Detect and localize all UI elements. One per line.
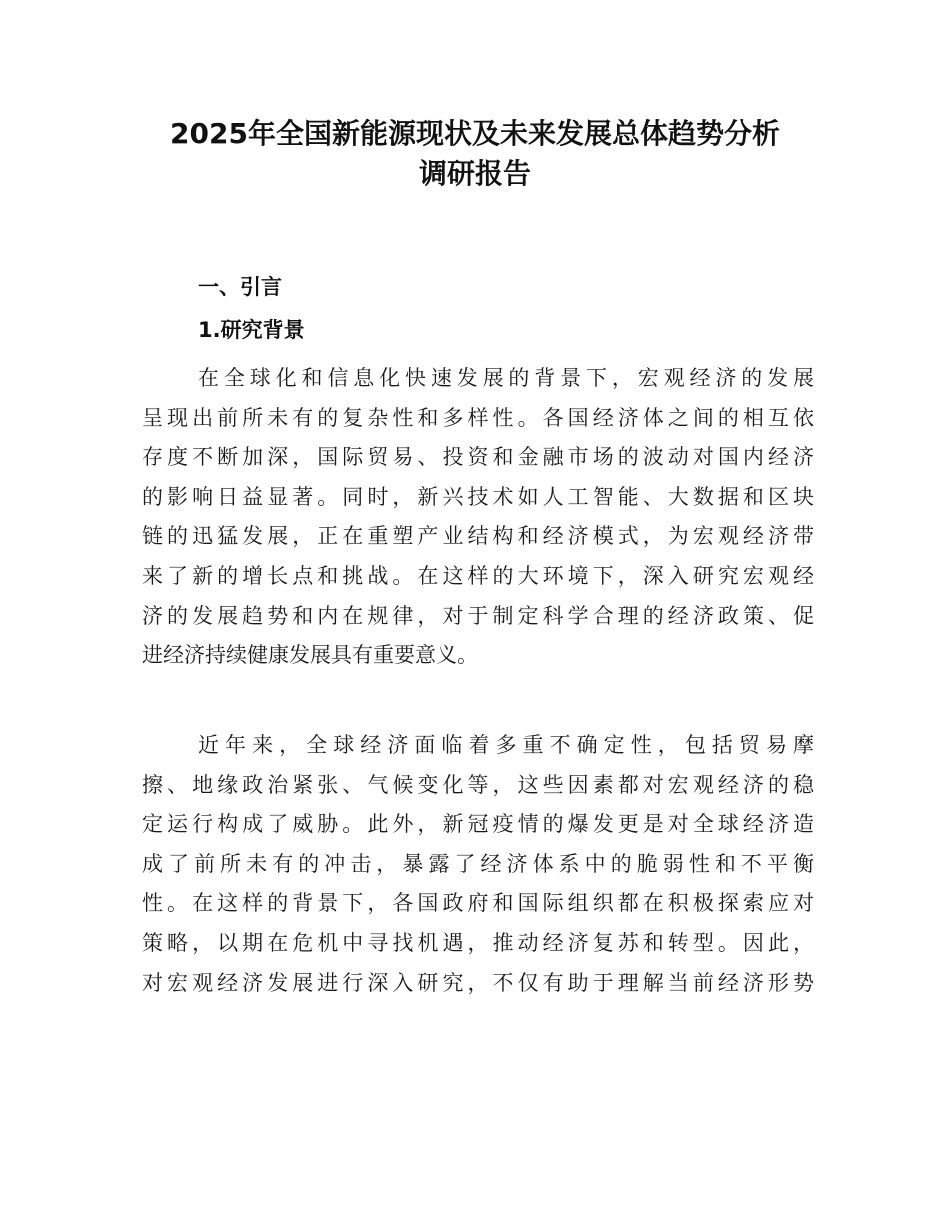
paragraph-line: 在全球化和信息化快速发展的背景下，宏观经济的发展 xyxy=(198,366,814,390)
body-paragraph-1 xyxy=(142,359,814,676)
paragraph-line: 策略，以期在危机中寻找机遇，推动经济复苏和转型。因此， xyxy=(142,930,814,955)
document-title-line-2: 调研报告 xyxy=(418,157,531,190)
body-paragraph-2 xyxy=(142,726,814,1003)
document-title-line-1: 2025年全国新能源现状及未来发展总体趋势分析 xyxy=(170,117,780,150)
paragraph-line: 擦、地缘政治紧张、气候变化等，这些因素都对宏观经济的稳 xyxy=(142,772,814,797)
paragraph-line: 进经济持续健康发展具有重要意义。 xyxy=(142,643,478,668)
section-heading-introduction: 一、引言 xyxy=(198,275,282,299)
paragraph-line: 的影响日益显著。同时，新兴技术如人工智能、大数据和区块 xyxy=(142,484,814,509)
paragraph-line: 定运行构成了威胁。此外，新冠疫情的爆发更是对全球经济造 xyxy=(142,812,814,837)
paragraph-line: 链的迅猛发展，正在重塑产业结构和经济模式，为宏观经济带 xyxy=(142,524,814,549)
paragraph-line: 来了新的增长点和挑战。在这样的大环境下，深入研究宏观经 xyxy=(142,563,814,588)
paragraph-line: 存度不断加深，国际贸易、投资和金融市场的波动对国内经济 xyxy=(142,445,814,470)
paragraph-line: 近年来，全球经济面临着多重不确定性，包括贸易摩 xyxy=(198,733,814,757)
paragraph-line: 性。在这样的背景下，各国政府和国际组织都在积极探索应对 xyxy=(142,891,814,916)
paragraph-line: 成了前所未有的冲击，暴露了经济体系中的脆弱性和不平衡 xyxy=(142,851,814,876)
paragraph-line: 济的发展趋势和内在规律，对于制定科学合理的经济政策、促 xyxy=(142,603,814,628)
paragraph-line: 呈现出前所未有的复杂性和多样性。各国经济体之间的相互依 xyxy=(142,405,814,430)
paragraph-line: 对宏观经济发展进行深入研究，不仅有助于理解当前经济形势 xyxy=(142,970,814,995)
subsection-heading-research-background: 1.研究背景 xyxy=(198,318,305,342)
